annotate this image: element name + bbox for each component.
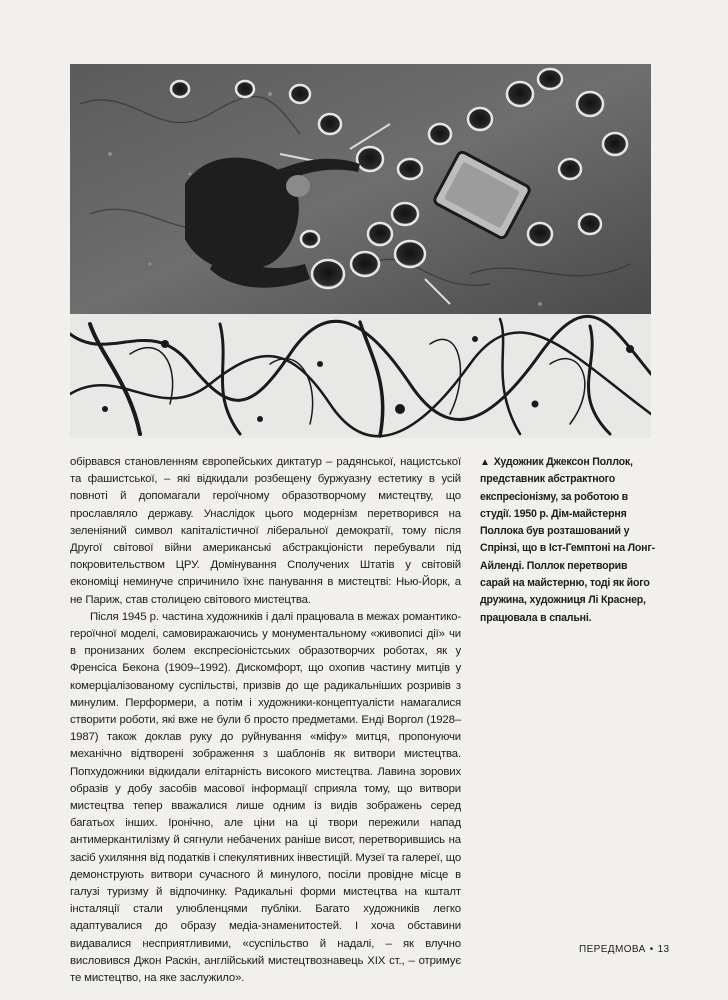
caption-triangle-icon: ▲ [480, 457, 490, 468]
body-paragraph: обірвався становленням європейських диктатур – радянської, нацистської та фашистської, – які відкидали розбещену буржуазну естетику в усій повноті й допомагали героїчному образотворчому мистецтву, що прославляло державу. Унаслідок цього модернізм перетворився на зеленіяний символ капіталістичної ліберальної демократії, тому після Другої світової війни американські абстракціоністи перебували під покровительством ЦРУ. Домінування Сполучених Штатів у світовій економіці неминуче спричинило їхнє панування в мистецтві: Нью-Йорк, а не Париж, став столицею світового мистецтва. [70, 456, 461, 606]
footer-separator: • [649, 944, 654, 955]
section-name: ПЕРЕДМОВА [579, 944, 646, 955]
page-footer [579, 944, 670, 955]
body-paragraph: Після 1945 р. частина художників і далі працювала в межах романтико-героїчної моделі, самовиражаючись у монументальному «живописі дії» чи в пронизаних болем експресіоністських образотворчих роботах, як у Френсіса Бекона (1909–1992). Дискомфорт, що охопив частину митців у комерціалізованому суспільстві, призвів до ще радикальніших розривів з минулим. Перформери, а потім і художники-концептуалісти намагалися створити роботи, які вже не були б просто предметами. Енді Воргол (1928–1987) також доклав руку до руйнування «міфу» митця, пропонуючи механічно відтворені зображення з шаблонів як витвори мистецтва. Попхудожники відкидали елітарність високого мистецтва. Лавина зорових образів у добу засобів масової інформації сприяла тому, що витвори мистецтва тепер вважалися лише одним із видів зображень серед багатьох інших. Іронічно, але ціни на ці твори пережили напад антимеркантилізму й сягнули небачених раніше висот, перетворившись на засіб ухиляння від податків і спекулятивних інвестицій. Музеї та галереї, що демонструють витвори сучасного й минулого, посіли провідне місце в галузі туризму й відпочинку. Радикальні форми мистецтва на кшталт інсталяції стали улюбленцями публіки. Багато художників легко адаптувалися до образу медіа-знаменитостей. І хоча обставини видавалися несприятливими, «суспільство й надалі, – як влучно висловився Джон Раскін, англійський мистецтвознавець XIX ст., – отримує те мистецтво, на яке заслужило». [70, 610, 462, 985]
photo-caption [480, 454, 658, 627]
caption-text: Художник Джексон Поллок, представник абстрактного експресіонізму, за роботою в студії. 1950 р. Дім-майстерня Поллока був розташований у Спрінзі, що в Іст-Гемптоні на Лонг-Айленді. Поллок перетворив сарай на майстерню, тоді як його дружина, художниця Лі Краснер, працювала в спальні. [480, 456, 655, 624]
main-body-text [70, 454, 461, 987]
page-number: 13 [657, 944, 670, 955]
photo-pollock-studio [70, 64, 651, 438]
